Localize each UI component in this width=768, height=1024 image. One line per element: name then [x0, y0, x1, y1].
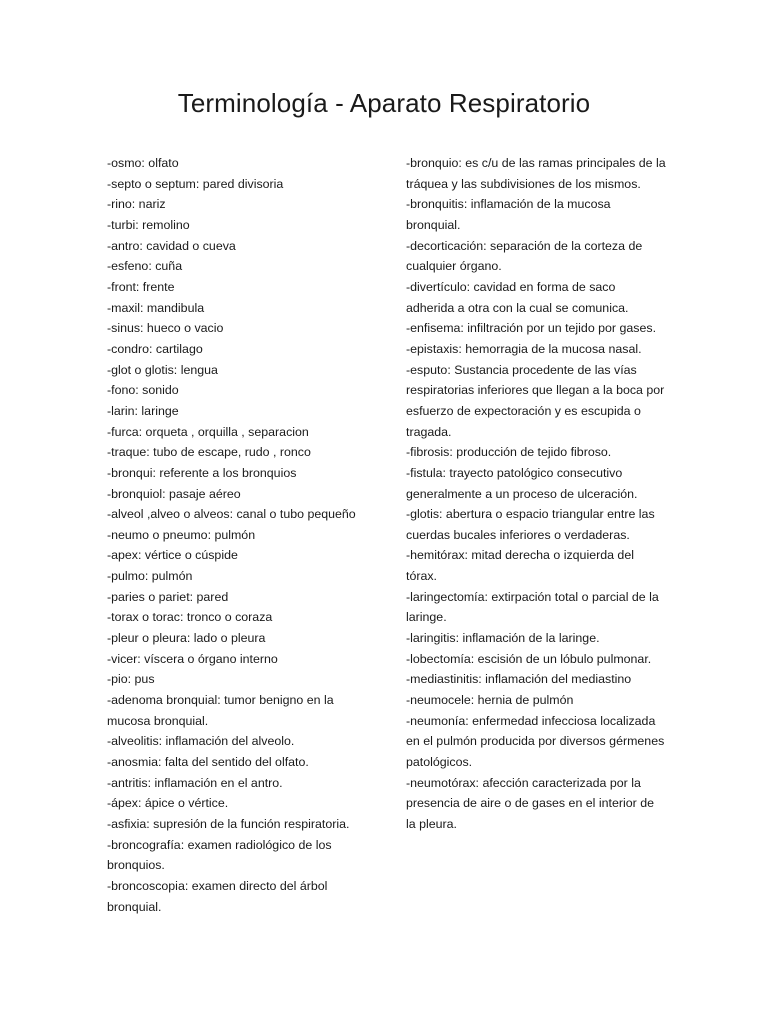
term-entry: -enfisema: infiltración por un tejido por gases. [406, 321, 657, 336]
term-entry: -maxil: mandibula [107, 300, 205, 315]
term-entry: -divertículo: cavidad en forma de saco adherida a otra con la cual se comunica. [406, 279, 629, 315]
term-entry: -glot o glotis: lengua [107, 362, 218, 377]
right-column [406, 153, 666, 835]
term-entry: -paries o pariet: pared [107, 589, 229, 604]
term-entry: -neumotórax: afección caracterizada por la presencia de aire o de gases en el interior de la pleura. [406, 775, 654, 831]
term-entry: -larin: laringe [107, 403, 179, 418]
term-entry: -fistula: trayecto patológico consecutivo generalmente a un proceso de ulceración. [406, 465, 638, 501]
term-entry: -asfixia: supresión de la función respiratoria. [107, 817, 350, 831]
term-entry: -sinus: hueco o vacio [107, 321, 224, 336]
left-column [107, 153, 377, 917]
term-entry: -torax o torac: tronco o coraza [107, 610, 273, 625]
term-entry: -neumonía: enfermedad infecciosa localizada en el pulmón producida por diversos gérmenes patológicos. [406, 713, 665, 770]
term-entry: -bronquio: es c/u de las ramas principales de la tráquea y las subdivisiones de los mismos. [406, 156, 666, 191]
term-entry: -epistaxis: hemorragia de la mucosa nasal. [406, 341, 642, 356]
term-entry: -neumocele: hernia de pulmón [406, 693, 574, 708]
term-entry: -furca: orqueta , orquilla , separacion [107, 424, 309, 439]
term-entry: -hemitórax: mitad derecha o izquierda del tórax. [406, 548, 634, 584]
term-entry: -alveol ,alveo o alveos: canal o tubo pequeño [107, 507, 356, 522]
term-entry: -bronquiol: pasaje aéreo [107, 486, 241, 501]
term-entry: -vicer: víscera o órgano interno [107, 651, 278, 666]
term-entry: -adenoma bronquial: tumor benigno en la mucosa bronquial. [107, 693, 334, 728]
term-entry: -decorticación: separación de la corteza de cualquier órgano. [406, 238, 643, 274]
term-entry: -pio: pus [107, 672, 155, 687]
page-title: Terminología - Aparato Respiratorio [177, 88, 591, 118]
term-entry: -condro: cartilago [107, 341, 203, 356]
term-entry: -septo o septum: pared divisoria [107, 176, 284, 191]
term-entry: -alveolitis: inflamación del alveolo. [107, 734, 295, 749]
term-entry: -laringitis: inflamación de la laringe. [406, 631, 600, 646]
term-entry: -laringectomía: extirpación total o parcial de la laringe. [406, 589, 659, 625]
term-entry: -turbi: remolino [107, 217, 190, 232]
term-entry: -esputo: Sustancia procedente de las vías respiratorias inferiores que llegan a la boca por esfuerzo de expectoración y es escupida o tragada. [406, 362, 665, 439]
term-entry: -ápex: ápice o vértice. [107, 796, 229, 811]
term-entry: -esfeno: cuña [107, 259, 183, 274]
term-entry: -osmo: olfato [107, 156, 179, 170]
term-entry: -bronquitis: inflamación de la mucosa bronquial. [406, 197, 611, 232]
term-entry: -antro: cavidad o cueva [107, 238, 236, 253]
term-entry: -front: frente [107, 279, 175, 294]
term-entry: -fibrosis: producción de tejido fibroso. [406, 445, 612, 460]
term-entry: -broncoscopia: examen directo del árbol bronquial. [107, 878, 328, 914]
term-entry: -pleur o pleura: lado o pleura [107, 631, 266, 646]
term-entry: -fono: sonido [107, 383, 179, 398]
term-entry: -broncografía: examen radiológico de los bronquios. [107, 837, 332, 873]
term-entry: -bronqui: referente a los bronquios [107, 465, 297, 480]
term-entry: -antritis: inflamación en el antro. [107, 775, 283, 790]
term-entry: -neumo o pneumo: pulmón [107, 527, 256, 542]
term-entry: -apex: vértice o cúspide [107, 548, 238, 563]
term-entry: -glotis: abertura o espacio triangular entre las cuerdas bucales inferiores o verdaderas. [406, 507, 655, 542]
term-entry: -mediastinitis: inflamación del mediastino [406, 672, 632, 687]
term-entry: -traque: tubo de escape, rudo , ronco [107, 445, 311, 460]
term-entry: -anosmia: falta del sentido del olfato. [107, 755, 309, 770]
term-entry: -lobectomía: escisión de un lóbulo pulmonar. [406, 651, 652, 666]
term-entry: -rino: nariz [107, 197, 166, 212]
term-entry: -pulmo: pulmón [107, 569, 193, 584]
